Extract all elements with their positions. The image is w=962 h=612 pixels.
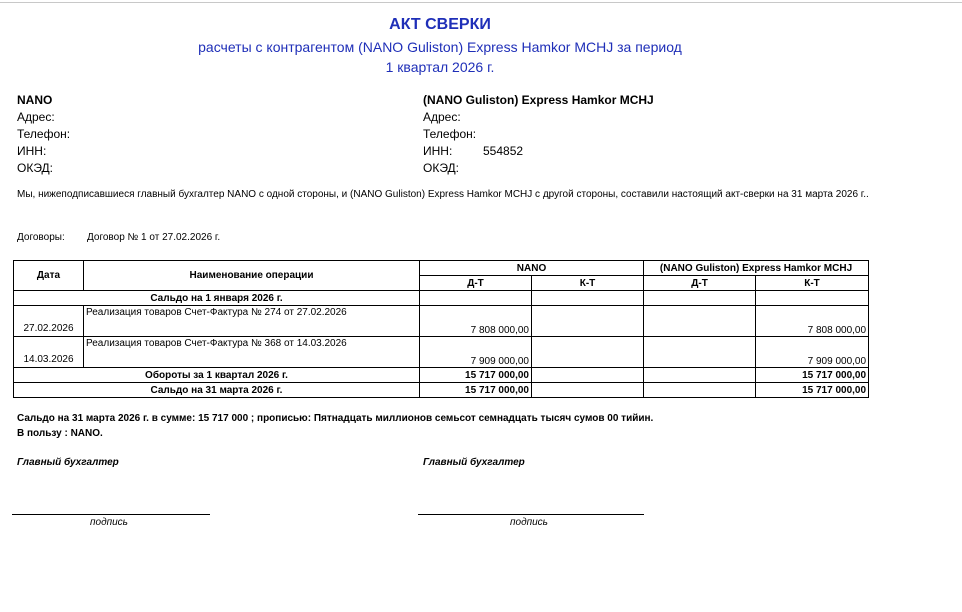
summary-beneficiary-line: В пользу : NANO. <box>17 428 103 439</box>
doc-title: АКТ СВЕРКИ <box>389 16 491 33</box>
contracts-value: Договор № 1 от 27.02.2026 г. <box>87 232 221 243</box>
signature-right-title: Главный бухгалтер <box>423 457 525 468</box>
cell-left-credit <box>532 306 644 337</box>
col-left-debit-header: Д-Т <box>420 276 532 291</box>
party-right-name: (NANO Guliston) Express Hamkor MCHJ <box>423 93 654 107</box>
cell-operation: Реализация товаров Счет-Фактура № 274 от 27.02.2026 <box>84 306 420 337</box>
cell-right-credit: 7 808 000,00 <box>756 306 869 337</box>
cell-date: 14.03.2026 <box>14 337 84 368</box>
cell-right-credit: 7 909 000,00 <box>756 337 869 368</box>
cell <box>756 291 869 306</box>
col-right-party-header: (NANO Guliston) Express Hamkor MCHJ <box>644 261 869 276</box>
col-right-debit-header: Д-Т <box>644 276 756 291</box>
address-label: Адрес: <box>17 110 55 124</box>
cell-right-credit: 15 717 000,00 <box>756 368 869 383</box>
party-right <box>423 92 654 177</box>
col-left-credit-header: К-Т <box>532 276 644 291</box>
cell-right-debit <box>644 337 756 368</box>
opening-balance-label: Сальдо на 1 января 2026 г. <box>14 291 420 306</box>
signature-right-caption: подпись <box>510 517 548 528</box>
party-left <box>17 92 77 177</box>
cell <box>532 291 644 306</box>
cell-left-debit: 15 717 000,00 <box>420 368 532 383</box>
okezd-label: ОКЭД: <box>17 161 54 175</box>
cell-left-credit <box>532 337 644 368</box>
cell <box>644 291 756 306</box>
col-date-header: Дата <box>14 261 84 291</box>
phone-label: Телефон: <box>423 127 477 141</box>
inn-label: ИНН: <box>17 144 47 158</box>
intro-paragraph: Мы, нижеподписавшиеся главный бухгалтер NANO с одной стороны, и (NANO Guliston) Express Hamkor MCHJ с другой стороны, составили настоящий акт-сверки на 31 марта 2026 г.. <box>17 189 869 200</box>
cell-left-debit: 7 808 000,00 <box>420 306 532 337</box>
col-right-credit-header: К-Т <box>756 276 869 291</box>
contracts-line <box>17 232 220 243</box>
closing-balance-row <box>14 383 869 398</box>
balance-summary <box>17 411 653 441</box>
signature-left-line <box>12 514 210 515</box>
doc-subtitle: расчеты с контрагентом (NANO Guliston) Express Hamkor MCHJ за период <box>198 39 682 55</box>
closing-balance-label: Сальдо на 31 марта 2026 г. <box>14 383 420 398</box>
reconciliation-table <box>13 260 869 398</box>
cell-left-debit: 15 717 000,00 <box>420 383 532 398</box>
col-operation-header: Наименование операции <box>84 261 420 291</box>
opening-balance-row <box>14 291 869 306</box>
cell-right-debit <box>644 306 756 337</box>
cell <box>420 291 532 306</box>
address-label: Адрес: <box>423 110 461 124</box>
phone-label: Телефон: <box>17 127 71 141</box>
inn-value: 554852 <box>483 144 524 158</box>
cell-operation: Реализация товаров Счет-Фактура № 368 от 14.03.2026 <box>84 337 420 368</box>
party-left-name: NANO <box>17 93 53 107</box>
cell-left-debit: 7 909 000,00 <box>420 337 532 368</box>
cell-right-debit <box>644 383 756 398</box>
doc-period: 1 квартал 2026 г. <box>385 59 495 75</box>
cell-left-credit <box>532 368 644 383</box>
col-left-party-header: NANO <box>420 261 644 276</box>
summary-amount-line: Сальдо на 31 марта 2026 г. в сумме: 15 717 000 ; прописью: Пятнадцать миллионов семьсот семнадцать тысяч сумов 00 тийин. <box>17 413 654 424</box>
cell-right-credit: 15 717 000,00 <box>756 383 869 398</box>
table-row <box>14 337 869 368</box>
contracts-label: Договоры: <box>17 232 65 243</box>
cell-left-credit <box>532 383 644 398</box>
cell-right-debit <box>644 368 756 383</box>
signature-left-title: Главный бухгалтер <box>17 457 119 468</box>
cell-date: 27.02.2026 <box>14 306 84 337</box>
table-row <box>14 306 869 337</box>
turnover-row <box>14 368 869 383</box>
top-divider <box>0 2 962 3</box>
turnover-label: Обороты за 1 квартал 2026 г. <box>14 368 420 383</box>
okezd-label: ОКЭД: <box>423 161 460 175</box>
signature-right-line <box>418 514 644 515</box>
signature-left-caption: подпись <box>90 517 128 528</box>
inn-label: ИНН: <box>423 144 453 158</box>
